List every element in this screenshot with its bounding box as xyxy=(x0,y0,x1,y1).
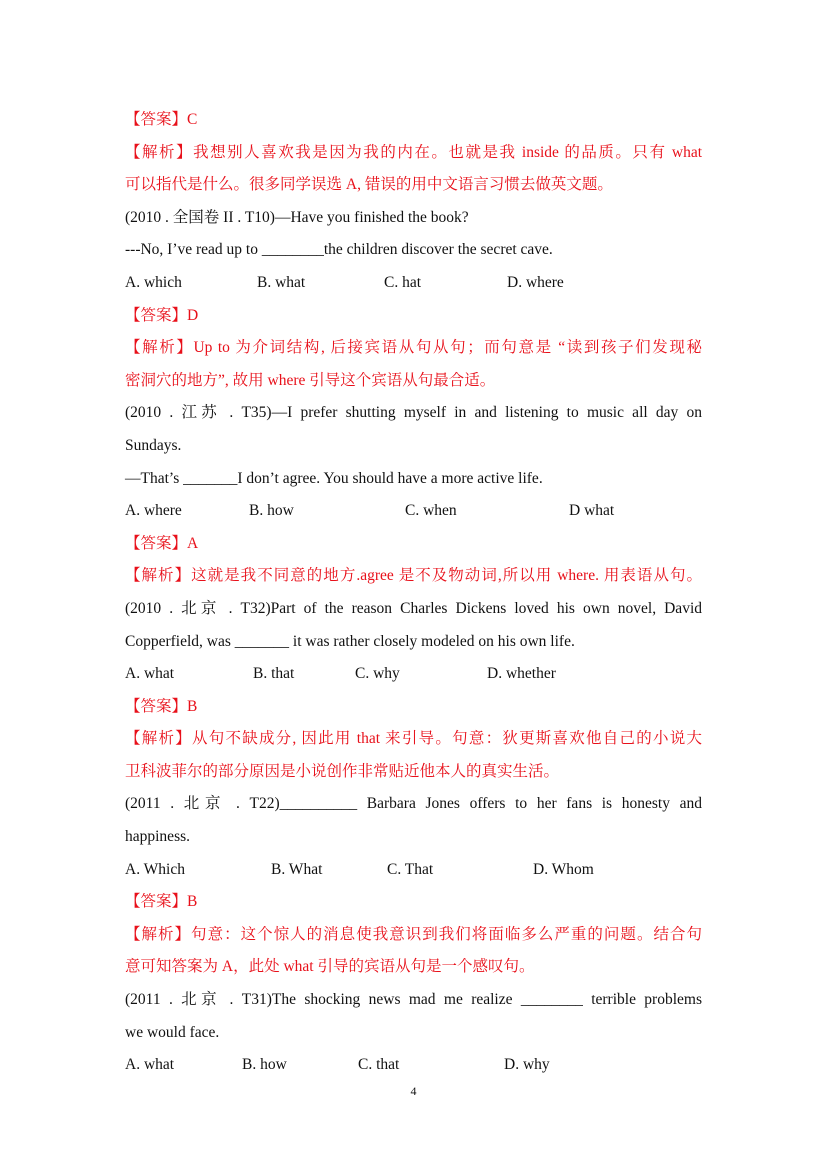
option-c: C. hat xyxy=(384,273,422,291)
analysis-line: 【解析】从句不缺成分, 因此用 that 来引导。句意：狄更斯喜欢他自己的小说大 xyxy=(125,730,702,748)
question-line: (2011 . 北京 . T22)__________ Barbara Jones offers to her fans is honesty and xyxy=(125,795,702,813)
analysis-line: 【解析】我想别人喜欢我是因为我的内在。也就是我 inside 的品质。只有 what xyxy=(125,143,702,161)
analysis-line: 可以指代是什么。很多同学误选 A, 错误的用中文语言习惯去做英文题。 xyxy=(125,176,613,194)
question-line: ---No, I’ve read up to ________the children discover the secret cave. xyxy=(125,241,553,259)
option-c: C. why xyxy=(355,665,400,683)
option-a: A. what xyxy=(125,665,175,683)
option-d: D. whether xyxy=(487,665,556,683)
answer-options xyxy=(125,267,702,300)
answer-line: 【答案】B xyxy=(125,893,198,911)
document-body xyxy=(125,104,702,1082)
analysis-line: 【解析】句意：这个惊人的消息使我意识到我们将面临多么严重的问题。结合句 xyxy=(125,925,702,943)
option-b: B. What xyxy=(271,860,323,878)
question-line: —That’s _______I don’t agree. You should have a more active life. xyxy=(125,469,543,487)
answer-line: 【答案】D xyxy=(125,306,199,324)
answer-options xyxy=(125,495,702,528)
option-b: B. how xyxy=(242,1056,287,1074)
option-a: A. what xyxy=(125,1056,175,1074)
analysis-line: 【解析】Up to 为介词结构, 后接宾语从句从句；而句意是 “读到孩子们发现秘 xyxy=(125,339,702,357)
option-d: D. Whom xyxy=(533,860,594,878)
analysis-line: 卫科波菲尔的部分原因是小说创作非常贴近他本人的真实生活。 xyxy=(125,762,560,780)
question-line: we would face. xyxy=(125,1023,220,1041)
option-a: A. Which xyxy=(125,860,185,878)
analysis-line: 密洞穴的地方”, 故用 where 引导这个宾语从句最合适。 xyxy=(125,371,496,389)
option-b: B. that xyxy=(253,665,295,683)
question-line: (2011 . 北京 . T31)The shocking news mad me realize ________ terrible problems xyxy=(125,991,702,1009)
option-b: B. what xyxy=(257,273,306,291)
analysis-line: 意可知答案为 A，此处 what 引导的宾语从句是一个感叹句。 xyxy=(125,958,535,976)
option-d: D. where xyxy=(507,273,564,291)
option-a: A. which xyxy=(125,273,182,291)
option-c: C. That xyxy=(387,860,434,878)
option-c: C. when xyxy=(405,502,457,520)
analysis-line: 【解析】这就是我不同意的地方.agree 是不及物动词,所以用 where. 用表语从句。 xyxy=(125,567,702,585)
question-line: happiness. xyxy=(125,828,191,846)
option-d: D what xyxy=(569,502,615,520)
page-number: 4 xyxy=(410,1084,417,1098)
answer-options xyxy=(125,1049,702,1082)
option-b: B. how xyxy=(249,502,294,520)
answer-options xyxy=(125,854,702,887)
question-line: Copperfield, was _______ it was rather closely modeled on his own life. xyxy=(125,632,575,650)
answer-line: 【答案】B xyxy=(125,697,198,715)
question-line: (2010 . 北京 . T32)Part of the reason Charles Dickens loved his own novel, David xyxy=(125,599,702,617)
option-d: D. why xyxy=(504,1056,550,1074)
question-line: (2010 . 全国卷 II . T10)—Have you finished the book? xyxy=(125,208,469,226)
answer-line: 【答案】A xyxy=(125,534,199,552)
question-line: (2010 . 江苏 . T35)—I prefer shutting myself in and listening to music all day on xyxy=(125,404,702,422)
answer-options xyxy=(125,658,702,691)
answer-line: 【答案】C xyxy=(125,111,198,128)
option-a: A. where xyxy=(125,502,182,520)
option-c: C. that xyxy=(358,1056,400,1074)
question-line: Sundays. xyxy=(125,436,182,454)
